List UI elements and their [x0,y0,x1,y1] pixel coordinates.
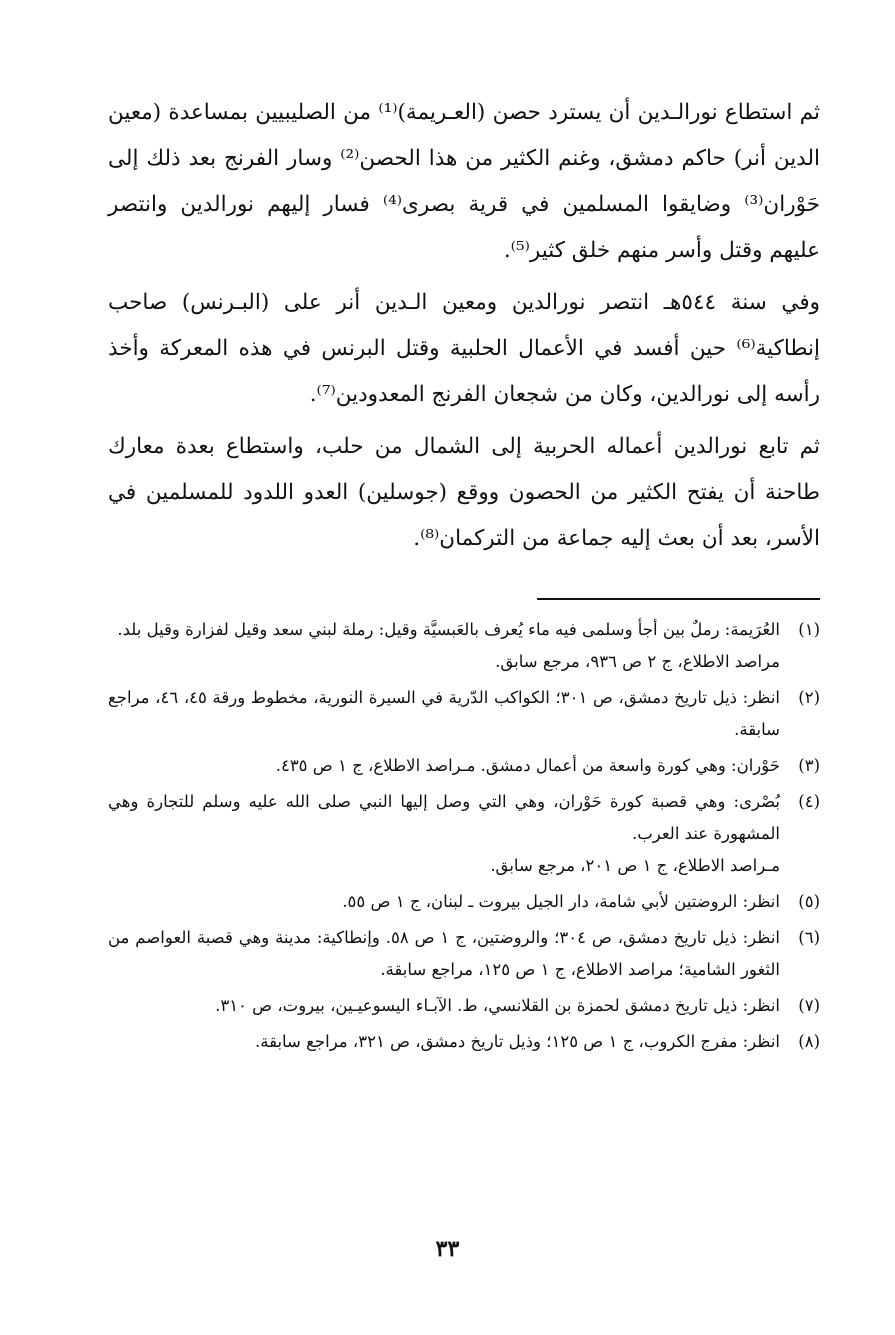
page-number: ٣٣ [435,1236,460,1262]
footnote-text: بُصْرى: وهي قصبة كورة حَوْران، وهي التي وصل إليها النبي صلى الله عليه وسلم للتجارة وهي المشهورة عند العرب. [108,792,780,843]
footnote-number: (٨) [798,1032,820,1051]
footnote-text: انظر: ذيل تاريخ دمشق، ص ٣٠١؛ الكواكب الدّرية في السيرة النورية، مخطوط ورقة ٤٥، ٤٦، مراجع سابقة. [108,688,781,739]
footnote-number: (٤) [798,792,820,811]
footnote-number: (٢) [798,688,820,707]
footnote-text: انظر: ذيل تاريخ دمشق لحمزة بن القلانسي، ط. الآبـاء اليسوعيـين، بيروت، ص ٣١٠. [215,996,780,1015]
footnote-text: مـراصد الاطلاع، ج ١ ص ٢٠١، مرجع سابق. [490,856,780,875]
footnote-number: (٦) [798,928,820,947]
footnote-8 [108,1026,820,1058]
footnote-number: (٣) [798,756,820,775]
paragraph-3: ثم تابع نورالدين أعماله الحربية إلى الشمال من حلب، واستطاع بعدة معارك طاحنة أن يفتح الكثير من الحصون ووقع (جوسلين) العدو اللدود للمسلمين في الأسر، بعد أن بعث إليه جماعة من التركمان⁽⁸⁾. [108,434,820,551]
footnote-text: انظر: الروضتين لأبي شامة، دار الجيل بيروت ـ لبنان، ج ١ ص ٥٥. [342,892,780,911]
footnote-text: انظر: ذيل تاريخ دمشق، ص ٣٠٤؛ والروضتين، ج ١ ص ٥٨. وإنطاكية: مدينة وهي قصبة العواصم من الثغور الشامية؛ مراصد الاطلاع، ج ١ ص ١٢٥، مراجع سابقة. [108,928,780,979]
footnote-separator [537,598,820,600]
footnote-text: حَوْران: وهي كورة واسعة من أعمال دمشق. مـراصد الاطلاع، ج ١ ص ٤٣٥. [275,756,780,775]
footnote-3 [108,750,820,782]
footnotes [108,614,820,1062]
footnote-text: انظر: مفرج الكروب، ج ١ ص ١٢٥؛ وذيل تاريخ دمشق، ص ٣٢١، مراجع سابقة. [255,1032,780,1051]
footnote-text: العُرَيمة: رملٌ بين أجأ وسلمى فيه ماء يُعرف بالعَبسيَّة وقيل: رملة لبني سعد وقيل لفزارة وقيل بلد. [117,620,780,639]
footnote-number: (١) [798,620,820,639]
footnote-4 [108,786,820,882]
footnote-1 [108,614,820,678]
footnote-7 [108,990,820,1022]
paragraph-1: ثم استطاع نورالـدين أن يسترد حصن (العـريمة)⁽¹⁾ من الصليبيين بمساعدة (معين الدين أنر) حاكم دمشق، وغنم الكثير من هذا الحصن⁽²⁾ وسار الفرنج بعد ذلك إلى حَوْران⁽³⁾ وضايقوا المسلمين في قرية بصرى⁽⁴⁾ فسار إليهم نورالدين وانتصر عليهم وقتل وأسر منهم خلق كثير⁽⁵⁾. [108,100,820,263]
main-text [108,90,820,568]
footnote-6 [108,922,820,986]
footnote-2 [108,682,820,746]
footnote-number: (٥) [798,892,820,911]
footnote-number: (٧) [798,996,820,1015]
footnote-5 [108,886,820,918]
paragraph-2: وفي سنة ٥٤٤هـ انتصر نورالدين ومعين الـدين أنر على (البـرنس) صاحب إنطاكية⁽⁶⁾ حين أفسد في الأعمال الحلبية وقتل البرنس في هذه المعركة وأخذ رأسه إلى نورالدين، وكان من شجعان الفرنج المعدودين⁽⁷⁾. [108,290,820,407]
footnote-text: مراصد الاطلاع، ج ٢ ص ٩٣٦، مرجع سابق. [495,652,780,671]
